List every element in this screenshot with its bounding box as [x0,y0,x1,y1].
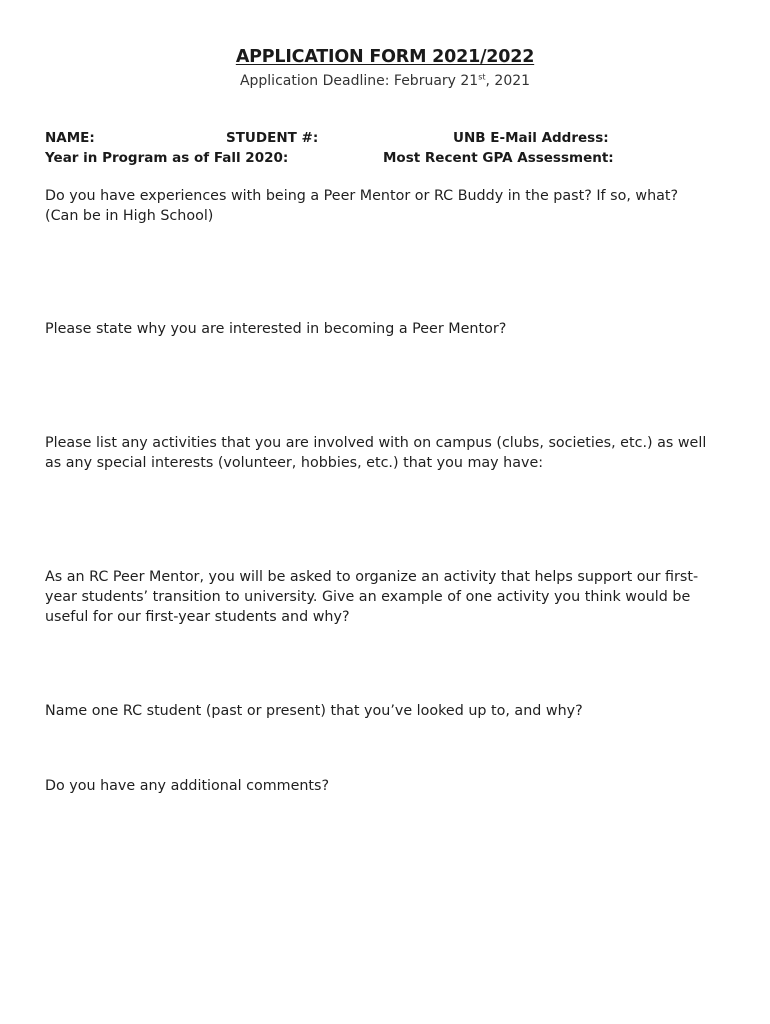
deadline-year: , 2021 [485,73,531,89]
student-number-label: STUDENT #: [226,130,319,146]
question-campus-activities [45,433,725,473]
gpa-label: Most Recent GPA Assessment: [383,150,614,166]
deadline-text: Application Deadline: February 21 [239,73,479,89]
question-line: Do you have any additional comments? [45,778,330,794]
question-line: useful for our first-year students and why? [45,609,350,625]
question-peer-mentor-experience [45,186,725,226]
question-interest-reason [45,319,725,339]
question-line: As an RC Peer Mentor, you will be asked to organize an activity that helps support our first- [45,569,699,585]
email-label: UNB E-Mail Address: [453,130,609,146]
year-in-program-label: Year in Program as of Fall 2020: [45,150,289,166]
question-line: (Can be in High School) [45,208,214,224]
question-line: as any special interests (volunteer, hobbies, etc.) that you may have: [45,455,544,471]
question-role-model [45,701,725,721]
question-line: year students’ transition to university. Give an example of one activity you think would be [45,589,691,605]
deadline-ordinal-suffix: st [478,72,486,82]
name-label: NAME: [45,130,95,146]
question-line: Name one RC student (past or present) that you’ve looked up to, and why? [45,703,583,719]
form-title: APPLICATION FORM 2021/2022 [235,47,535,67]
question-activity-example [45,567,725,627]
question-line: Please state why you are interested in becoming a Peer Mentor? [45,321,507,337]
question-line: Please list any activities that you are involved with on campus (clubs, societies, etc.) as well [45,435,707,451]
question-line: Do you have experiences with being a Peer Mentor or RC Buddy in the past? If so, what? [45,188,679,204]
application-deadline [0,73,770,89]
question-additional-comments [45,776,725,796]
